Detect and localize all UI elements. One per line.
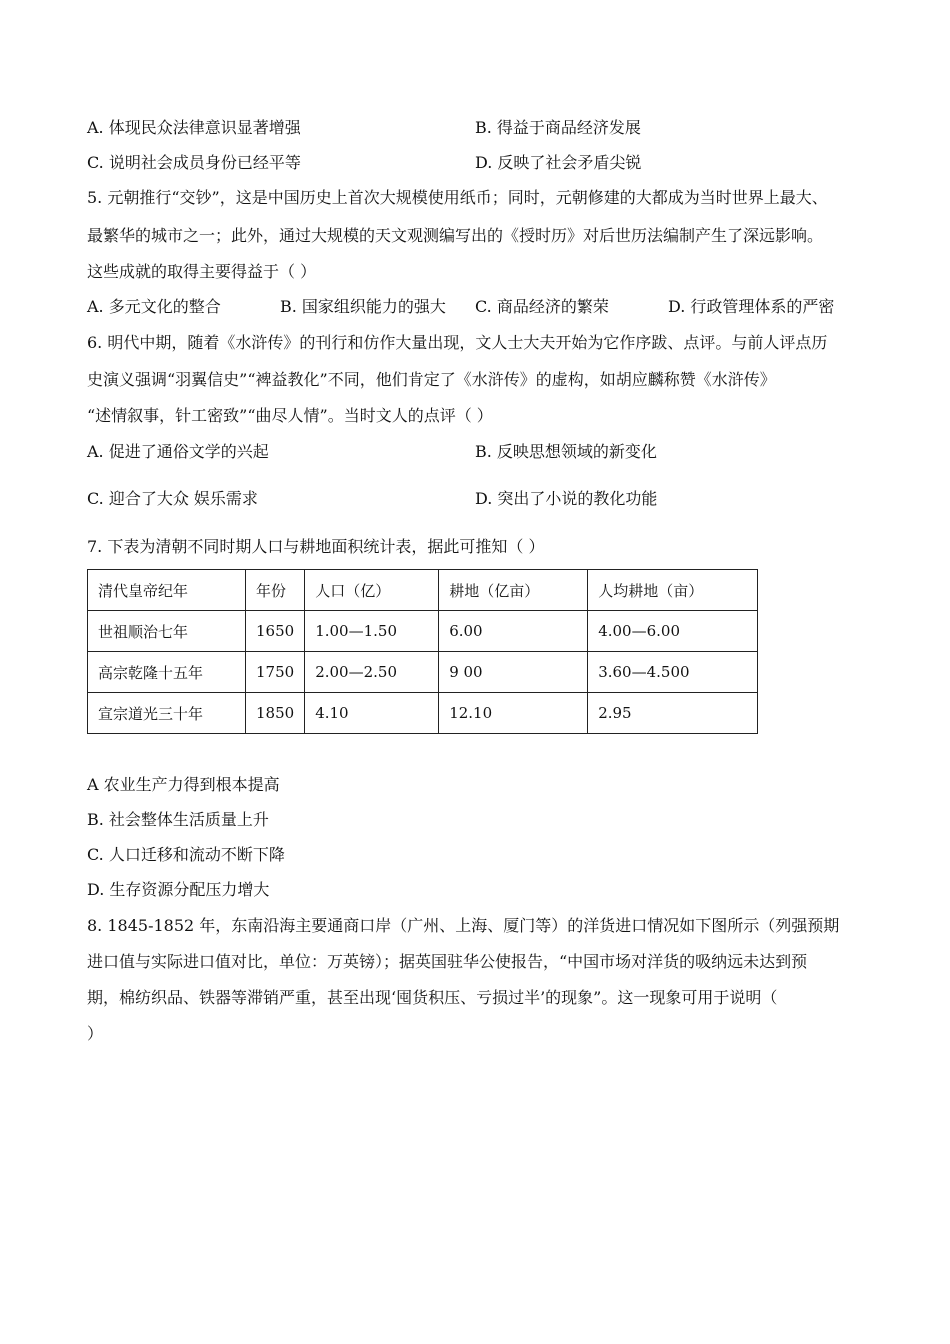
table-header-cell: 清代皇帝纪年 (88, 570, 246, 611)
q6-option-d: D. 突出了小说的教化功能 (475, 489, 658, 508)
table-cell: 2.00—2.50 (305, 652, 439, 693)
q5-option-c: C. 商品经济的繁荣 (475, 297, 609, 316)
table-cell: 4.10 (305, 693, 439, 734)
table-cell: 1.00—1.50 (305, 611, 439, 652)
table-header-cell: 年份 (246, 570, 305, 611)
table-cell: 1650 (246, 611, 305, 652)
table-cell: 6.00 (439, 611, 588, 652)
table-cell: 3.60—4.500 (588, 652, 758, 693)
table-cell: 2.95 (588, 693, 758, 734)
table-row (88, 611, 758, 652)
table-cell: 1850 (246, 693, 305, 734)
q7-option-b: B. 社会整体生活质量上升 (87, 810, 269, 829)
q4-option-b: B. 得益于商品经济发展 (475, 118, 641, 137)
table-cell: 世祖顺治七年 (88, 611, 246, 652)
q8-stem-line-3: 期，棉纺织品、铁器等滞销严重，甚至出现‘囤货积压、亏损过半’的现象”。这一现象可用于说明（ (87, 988, 778, 1007)
q6-option-b: B. 反映思想领域的新变化 (475, 442, 657, 461)
q8-stem-line-2: 进口值与实际进口值对比，单位：万英镑）；据英国驻华公使报告，“中国市场对洋货的吸纳远未达到预 (87, 952, 808, 971)
q5-option-a: A. 多元文化的整合 (87, 297, 221, 316)
table-cell: 宣宗道光三十年 (88, 693, 246, 734)
q5-stem-line-3: 这些成就的取得主要得益于（ ） (87, 262, 317, 281)
table-row (88, 693, 758, 734)
table-header-cell: 人均耕地（亩） (588, 570, 758, 611)
q8-stem-line-1: 8. 1845-1852 年，东南沿海主要通商口岸（广州、上海、厦门等）的洋货进口情况如下图所示（列强预期 (87, 916, 840, 935)
q6-stem-line-1: 6. 明代中期，随着《水浒传》的刊行和仿作大量出现，文人士大夫开始为它作序跋、点评。与前人评点历 (87, 333, 828, 352)
table-cell: 12.10 (439, 693, 588, 734)
q6-option-a: A. 促进了通俗文学的兴起 (87, 442, 269, 461)
table-header-cell: 人口（亿） (305, 570, 439, 611)
q6-option-c: C. 迎合了大众 娱乐需求 (87, 489, 258, 508)
table-row (88, 652, 758, 693)
q4-option-d: D. 反映了社会矛盾尖锐 (475, 153, 642, 172)
q4-option-c: C. 说明社会成员身份已经平等 (87, 153, 301, 172)
table-header-row (88, 570, 758, 611)
q5-option-b: B. 国家组织能力的强大 (280, 297, 446, 316)
q4-option-a: A. 体现民众法律意识显著增强 (87, 118, 301, 137)
population-farmland-table (87, 569, 758, 734)
q7-option-d: D. 生存资源分配压力增大 (87, 880, 270, 899)
q8-stem-line-4: ） (87, 1024, 104, 1043)
table-header-cell: 耕地（亿亩） (439, 570, 588, 611)
table-cell: 4.00—6.00 (588, 611, 758, 652)
table-cell: 1750 (246, 652, 305, 693)
q5-stem-line-2: 最繁华的城市之一；此外，通过大规模的天文观测编写出的《授时历》对后世历法编制产生了深远影响。 (87, 226, 824, 245)
q6-stem-line-3: “述情叙事，针工密致”“曲尽人情”。当时文人的点评（ ） (87, 406, 493, 425)
table-cell: 9 00 (439, 652, 588, 693)
q7-stem: 7. 下表为清朝不同时期人口与耕地面积统计表，据此可推知（ ） (87, 537, 545, 556)
q7-option-a: A 农业生产力得到根本提高 (87, 775, 280, 794)
q6-stem-line-2: 史演义强调“羽翼信史”“裨益教化”不同，他们肯定了《水浒传》的虚构，如胡应麟称赞《水浒传》 (87, 370, 776, 389)
q5-stem-line-1: 5. 元朝推行“交钞”，这是中国历史上首次大规模使用纸币；同时，元朝修建的大都成为当时世界上最大、 (87, 188, 828, 207)
q7-option-c: C. 人口迁移和流动不断下降 (87, 845, 285, 864)
q5-option-d: D. 行政管理体系的严密 (668, 297, 835, 316)
table-cell: 高宗乾隆十五年 (88, 652, 246, 693)
